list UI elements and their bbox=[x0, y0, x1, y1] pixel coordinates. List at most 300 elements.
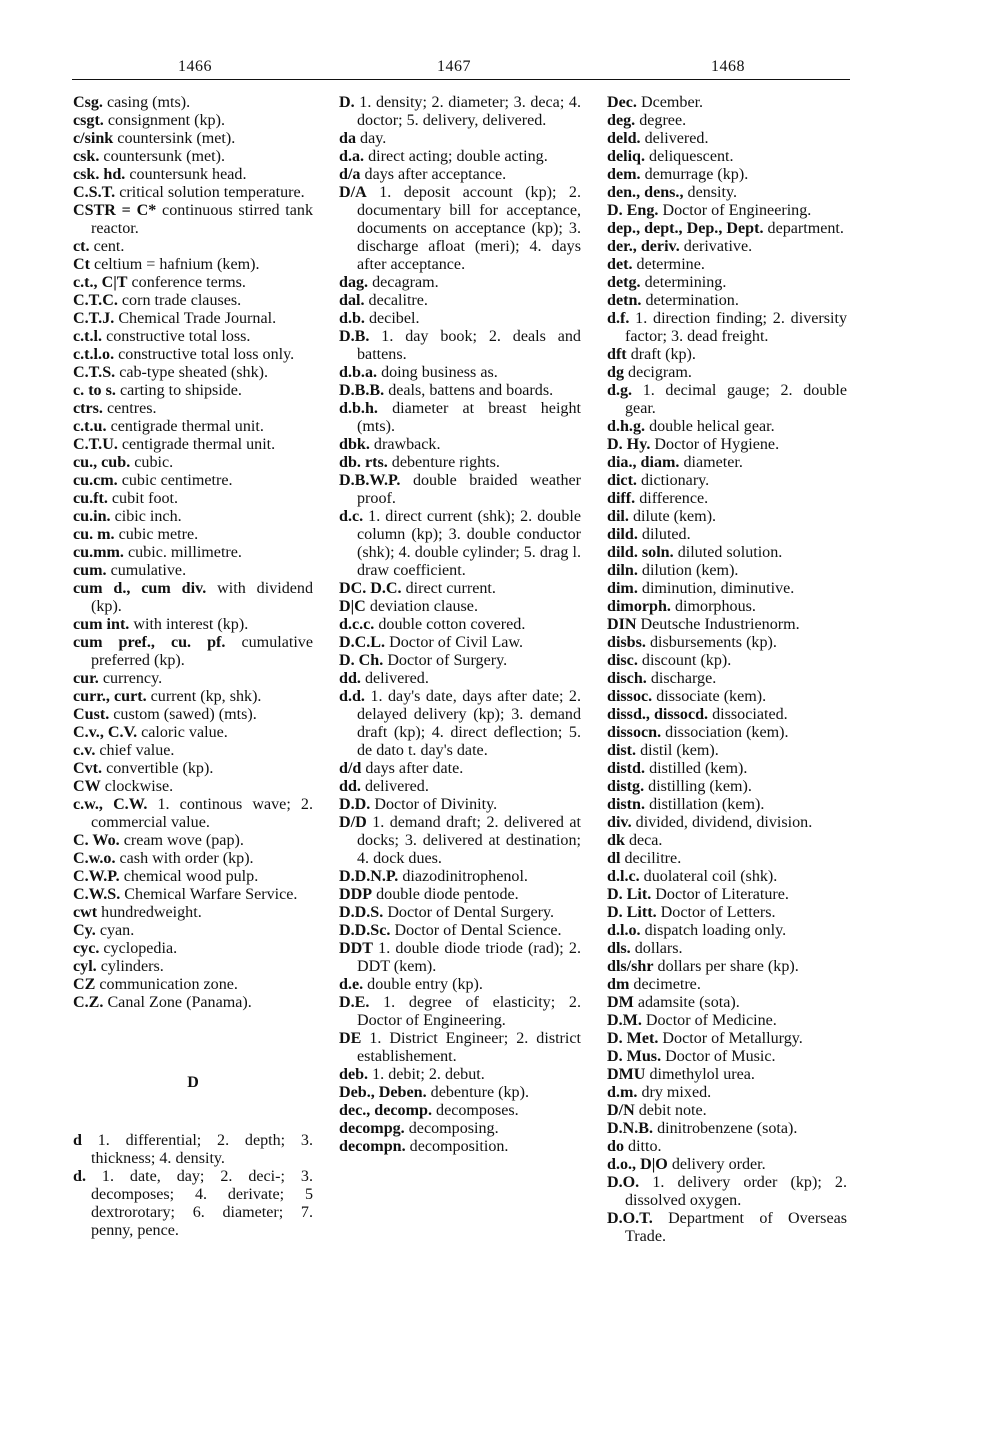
entry-definition: deca. bbox=[628, 832, 663, 849]
dictionary-entry bbox=[73, 454, 313, 472]
entry-definition: discharge. bbox=[650, 670, 717, 687]
dictionary-column-middle bbox=[339, 94, 581, 1156]
entry-definition: constructive total loss. bbox=[106, 328, 251, 345]
entry-definition: decibel. bbox=[368, 310, 420, 327]
dictionary-entry bbox=[607, 508, 847, 526]
entry-headword: c. to s. bbox=[73, 382, 116, 399]
entry-headword: dec., decomp. bbox=[339, 1102, 432, 1119]
entry-definition: 1. direct current (shk); 2. double column (kp); 3. double conductor (shk); 4. double cylinder; 5. drag l. draw coefficient. bbox=[357, 508, 581, 579]
dictionary-entry bbox=[339, 382, 581, 400]
dictionary-entry bbox=[73, 994, 313, 1012]
entry-definition: divided, dividend, division. bbox=[635, 814, 813, 831]
entry-headword: D|C bbox=[339, 598, 366, 615]
entry-headword: csgt. bbox=[73, 112, 104, 129]
entry-headword: dg bbox=[607, 364, 624, 381]
entry-definition: deals, battens and boards. bbox=[388, 382, 554, 399]
entry-definition: demurrage (kp). bbox=[644, 166, 749, 183]
dictionary-entry bbox=[607, 760, 847, 778]
dictionary-entry bbox=[73, 868, 313, 886]
dictionary-entry bbox=[607, 778, 847, 796]
dictionary-entry bbox=[607, 130, 847, 148]
entry-definition: dispatch loading only. bbox=[644, 922, 787, 939]
dictionary-entry bbox=[73, 418, 313, 436]
dictionary-entry bbox=[607, 184, 847, 202]
dictionary-entry bbox=[339, 310, 581, 328]
entry-definition: determining. bbox=[644, 274, 727, 291]
entry-definition: ditto. bbox=[628, 1138, 662, 1155]
dictionary-entry bbox=[607, 148, 847, 166]
entry-definition: diameter at breast height (mts). bbox=[357, 400, 581, 435]
entry-definition: department. bbox=[767, 220, 844, 237]
dictionary-entry bbox=[607, 832, 847, 850]
entry-definition: Doctor of Divinity. bbox=[374, 796, 498, 813]
entry-headword: D.M. bbox=[607, 1012, 642, 1029]
dictionary-entry bbox=[73, 94, 313, 112]
entry-definition: countersunk (met). bbox=[103, 148, 225, 165]
entry-definition: cubic. millimetre. bbox=[127, 544, 242, 561]
dictionary-entry bbox=[607, 940, 847, 958]
entry-definition: deliquescent. bbox=[649, 148, 734, 165]
dictionary-entry bbox=[607, 112, 847, 130]
entry-headword: D/D bbox=[339, 814, 367, 831]
entry-definition: cumulative. bbox=[110, 562, 187, 579]
entry-headword: dbk. bbox=[339, 436, 370, 453]
entry-definition: 1. differential; 2. depth; 3. thickness; 4. density. bbox=[91, 1132, 313, 1167]
dictionary-entry bbox=[339, 292, 581, 310]
dictionary-entry bbox=[607, 994, 847, 1012]
dictionary-entry bbox=[339, 670, 581, 688]
entry-headword: DC. D.C. bbox=[339, 580, 402, 597]
entry-definition: dollars per share (kp). bbox=[657, 958, 799, 975]
entry-definition: dinitrobenzene (sota). bbox=[657, 1120, 798, 1137]
entry-definition: double cotton covered. bbox=[378, 616, 526, 633]
dictionary-entry bbox=[607, 1174, 847, 1210]
entry-headword: cu.ft. bbox=[73, 490, 108, 507]
entry-headword: cwt bbox=[73, 904, 98, 921]
entry-definition: cubit foot. bbox=[111, 490, 179, 507]
entry-headword: diln. bbox=[607, 562, 638, 579]
entry-headword: dk bbox=[607, 832, 625, 849]
dictionary-entry bbox=[607, 220, 847, 238]
entry-headword: den., dens., bbox=[607, 184, 684, 201]
entry-definition: Doctor of Hygiene. bbox=[654, 436, 780, 453]
entry-definition: cyclopedia. bbox=[103, 940, 178, 957]
dictionary-entry bbox=[339, 400, 581, 436]
entry-headword: Csg. bbox=[73, 94, 103, 111]
entry-definition: dimethylol urea. bbox=[649, 1066, 755, 1083]
entry-headword: C.W.S. bbox=[73, 886, 121, 903]
entry-headword: D.D.S. bbox=[339, 904, 384, 921]
entry-definition: cubic metre. bbox=[118, 526, 199, 543]
dictionary-entry bbox=[607, 1156, 847, 1174]
entry-definition: days after acceptance. bbox=[364, 166, 507, 183]
entry-definition: 1. District Engineer; 2. district establishement. bbox=[357, 1030, 581, 1065]
entry-definition: cream wove (pap). bbox=[123, 832, 244, 849]
dictionary-entry bbox=[73, 256, 313, 274]
entry-definition: currency. bbox=[102, 670, 163, 687]
entry-definition: with interest (kp). bbox=[133, 616, 249, 633]
entry-headword: DMU bbox=[607, 1066, 646, 1083]
entry-headword: D.B.B. bbox=[339, 382, 385, 399]
entry-headword: dissocn. bbox=[607, 724, 662, 741]
entry-definition: day. bbox=[360, 130, 387, 147]
entry-headword: disch. bbox=[607, 670, 647, 687]
dictionary-entry bbox=[607, 1102, 847, 1120]
dictionary-entry bbox=[73, 238, 313, 256]
dictionary-entry bbox=[607, 310, 847, 346]
entry-definition: draft (kp). bbox=[630, 346, 696, 363]
entry-headword: D. Lit. bbox=[607, 886, 652, 903]
entry-headword: Deb., Deben. bbox=[339, 1084, 427, 1101]
dictionary-entry bbox=[607, 472, 847, 490]
dictionary-entry bbox=[607, 364, 847, 382]
entry-definition: deviation clause. bbox=[369, 598, 478, 615]
entry-definition: corn trade clauses. bbox=[121, 292, 242, 309]
dictionary-entry bbox=[73, 688, 313, 706]
dictionary-entry bbox=[607, 256, 847, 274]
dictionary-entry bbox=[73, 490, 313, 508]
entry-headword: ct. bbox=[73, 238, 90, 255]
section-spacer bbox=[73, 1012, 313, 1074]
entry-headword: D. Hy. bbox=[607, 436, 651, 453]
dictionary-entry bbox=[607, 382, 847, 418]
page-number-left: 1466 bbox=[178, 58, 212, 75]
entry-headword: cyl. bbox=[73, 958, 97, 975]
entry-headword: detn. bbox=[607, 292, 642, 309]
entry-headword: cu.mm. bbox=[73, 544, 124, 561]
dictionary-entry bbox=[339, 274, 581, 292]
entry-definition: double diode pentode. bbox=[376, 886, 519, 903]
entry-headword: C.S.T. bbox=[73, 184, 116, 201]
dictionary-entry bbox=[607, 1120, 847, 1138]
dictionary-entry bbox=[73, 436, 313, 454]
entry-headword: d.m. bbox=[607, 1084, 638, 1101]
entry-definition: discount (kp). bbox=[641, 652, 732, 669]
entry-definition: derivative. bbox=[683, 238, 753, 255]
entry-definition: 1. direction finding; 2. diversity factor; 3. dead freight. bbox=[625, 310, 848, 345]
entry-definition: centres. bbox=[106, 400, 157, 417]
entry-definition: cent. bbox=[93, 238, 125, 255]
entry-headword: distd. bbox=[607, 760, 646, 777]
entry-definition: dictionary. bbox=[640, 472, 710, 489]
entry-definition: Doctor of Literature. bbox=[655, 886, 789, 903]
entry-definition: dry mixed. bbox=[641, 1084, 712, 1101]
dictionary-entry bbox=[339, 184, 581, 274]
entry-headword: cum d., cum div. bbox=[73, 580, 207, 597]
dictionary-entry bbox=[607, 868, 847, 886]
dictionary-entry bbox=[339, 166, 581, 184]
dictionary-entry bbox=[607, 598, 847, 616]
entry-definition: conference terms. bbox=[131, 274, 246, 291]
dictionary-entry bbox=[339, 976, 581, 994]
entry-definition: disbursements (kp). bbox=[649, 634, 777, 651]
entry-definition: days after date. bbox=[365, 760, 464, 777]
entry-headword: dm bbox=[607, 976, 630, 993]
dictionary-entry bbox=[339, 778, 581, 796]
dictionary-entry bbox=[339, 652, 581, 670]
dictionary-entry bbox=[339, 328, 581, 364]
dictionary-entry bbox=[607, 814, 847, 832]
dictionary-entry bbox=[73, 382, 313, 400]
entry-headword: d.h.g. bbox=[607, 418, 646, 435]
entry-definition: cibic inch. bbox=[114, 508, 182, 525]
entry-headword: d.f. bbox=[607, 310, 630, 327]
entry-headword: cu.in. bbox=[73, 508, 111, 525]
entry-definition: with dividend (kp). bbox=[91, 580, 313, 615]
entry-headword: d.c.c. bbox=[339, 616, 375, 633]
entry-definition: double entry (kp). bbox=[367, 976, 483, 993]
dictionary-entry bbox=[339, 940, 581, 976]
section-spacer bbox=[73, 1092, 313, 1132]
entry-headword: D. Mus. bbox=[607, 1048, 662, 1065]
entry-headword: dimorph. bbox=[607, 598, 671, 615]
dictionary-entry bbox=[607, 976, 847, 994]
dictionary-entry bbox=[73, 850, 313, 868]
entry-headword: deld. bbox=[607, 130, 641, 147]
dictionary-entry bbox=[339, 868, 581, 886]
entry-headword: decompg. bbox=[339, 1120, 405, 1137]
dictionary-entry bbox=[73, 508, 313, 526]
entry-headword: d.l.o. bbox=[607, 922, 641, 939]
entry-headword: Ct bbox=[73, 256, 90, 273]
entry-headword: D.B.W.P. bbox=[339, 472, 401, 489]
entry-definition: 1. day's date, days after date; 2. delayed delivery (kp); 3. demand draft (kp); 4. direct deflection; 5. de dato t. day's date. bbox=[357, 688, 582, 759]
dictionary-entry bbox=[73, 562, 313, 580]
entry-definition: determine. bbox=[636, 256, 705, 273]
entry-definition: decagram. bbox=[372, 274, 439, 291]
entry-definition: drawback. bbox=[373, 436, 441, 453]
entry-definition: Dcember. bbox=[640, 94, 704, 111]
entry-definition: Doctor of Engineering. bbox=[662, 202, 812, 219]
entry-definition: countersink (met). bbox=[117, 130, 236, 147]
dictionary-entry bbox=[73, 346, 313, 364]
dictionary-entry bbox=[339, 1030, 581, 1066]
dictionary-entry bbox=[73, 364, 313, 382]
dictionary-entry bbox=[339, 1120, 581, 1138]
entry-headword: da bbox=[339, 130, 356, 147]
dictionary-entry bbox=[73, 940, 313, 958]
header-rule bbox=[72, 79, 850, 80]
entry-definition: Doctor of Civil Law. bbox=[389, 634, 524, 651]
entry-headword: d/d bbox=[339, 760, 362, 777]
entry-headword: C.T.U. bbox=[73, 436, 118, 453]
dictionary-entry bbox=[339, 472, 581, 508]
entry-headword: d.c. bbox=[339, 508, 364, 525]
dictionary-entry bbox=[73, 886, 313, 904]
entry-definition: diluted solution. bbox=[677, 544, 783, 561]
entry-definition: 1. continous wave; 2. commercial value. bbox=[91, 796, 313, 831]
entry-headword: D. Litt. bbox=[607, 904, 657, 921]
entry-headword: csk. bbox=[73, 148, 100, 165]
entry-definition: 1. date, day; 2. deci-; 3. decomposes; 4. derivate; 5 dextrorotary; 6. diameter; 7. penny, pence. bbox=[91, 1168, 313, 1239]
dictionary-entry bbox=[607, 706, 847, 724]
entry-headword: C.T.C. bbox=[73, 292, 118, 309]
entry-definition: delivered. bbox=[644, 130, 709, 147]
dictionary-entry bbox=[607, 202, 847, 220]
entry-definition: decomposing. bbox=[408, 1120, 499, 1137]
entry-headword: C.T.S. bbox=[73, 364, 116, 381]
entry-headword: dia., diam. bbox=[607, 454, 680, 471]
entry-headword: cu. m. bbox=[73, 526, 115, 543]
entry-headword: csk. hd. bbox=[73, 166, 126, 183]
dictionary-entry bbox=[339, 796, 581, 814]
entry-definition: cylinders. bbox=[100, 958, 164, 975]
dictionary-entry bbox=[339, 436, 581, 454]
entry-definition: continuous stirred tank reactor. bbox=[91, 202, 314, 237]
dictionary-entry bbox=[607, 418, 847, 436]
page-number-right: 1468 bbox=[711, 58, 745, 75]
entry-headword: diff. bbox=[607, 490, 636, 507]
entry-headword: deb. bbox=[339, 1066, 369, 1083]
dictionary-entry bbox=[73, 760, 313, 778]
entry-definition: hundredweight. bbox=[101, 904, 202, 921]
entry-definition: custom (sawed) (mts). bbox=[113, 706, 257, 723]
entry-definition: Doctor of Letters. bbox=[660, 904, 776, 921]
entry-headword: C.v., C.V. bbox=[73, 724, 138, 741]
entry-definition: clockwise. bbox=[104, 778, 174, 795]
entry-headword: db. rts. bbox=[339, 454, 388, 471]
entry-definition: countersunk head. bbox=[129, 166, 247, 183]
entry-headword: dil. bbox=[607, 508, 629, 525]
entry-definition: double helical gear. bbox=[649, 418, 775, 435]
entry-headword: D/N bbox=[607, 1102, 635, 1119]
dictionary-entry bbox=[73, 904, 313, 922]
dictionary-entry bbox=[607, 634, 847, 652]
entry-headword: div. bbox=[607, 814, 632, 831]
dictionary-entry bbox=[73, 130, 313, 148]
entry-headword: dal. bbox=[339, 292, 365, 309]
dictionary-entry bbox=[73, 292, 313, 310]
dictionary-entry bbox=[607, 1138, 847, 1156]
dictionary-entry bbox=[607, 850, 847, 868]
entry-definition: current (kp, shk). bbox=[150, 688, 262, 705]
entry-headword: c.t.l.o. bbox=[73, 346, 115, 363]
entry-definition: Doctor of Surgery. bbox=[387, 652, 508, 669]
entry-definition: chemical wood pulp. bbox=[123, 868, 259, 885]
entry-headword: D.N.B. bbox=[607, 1120, 654, 1137]
entry-headword: dissd., dissocd. bbox=[607, 706, 709, 723]
entry-headword: d.a. bbox=[339, 148, 365, 165]
dictionary-entry bbox=[607, 292, 847, 310]
dictionary-entry bbox=[607, 454, 847, 472]
entry-definition: 1. deposit account (kp); 2. documentary bill for acceptance, documents on acceptance (kp); 3. discharge afloat (meri); 4. days after acceptance. bbox=[357, 184, 581, 273]
dictionary-entry bbox=[607, 274, 847, 292]
entry-definition: carting to shipside. bbox=[119, 382, 242, 399]
entry-definition: Deutsche Industrienorm. bbox=[640, 616, 800, 633]
entry-headword: decompn. bbox=[339, 1138, 406, 1155]
entry-headword: C.w.o. bbox=[73, 850, 116, 867]
entry-definition: direct current. bbox=[405, 580, 496, 597]
entry-definition: decomposes. bbox=[436, 1102, 519, 1119]
entry-definition: decilitre. bbox=[624, 850, 682, 867]
dictionary-entry bbox=[339, 598, 581, 616]
page-number-middle: 1467 bbox=[437, 58, 471, 75]
entry-headword: dls. bbox=[607, 940, 631, 957]
entry-definition: Doctor of Dental Science. bbox=[394, 922, 562, 939]
entry-definition: 1. decimal gauge; 2. double gear. bbox=[625, 382, 847, 417]
entry-definition: dimorphous. bbox=[674, 598, 756, 615]
entry-headword: CW bbox=[73, 778, 101, 795]
entry-definition: cubic. bbox=[134, 454, 174, 471]
dictionary-entry bbox=[607, 796, 847, 814]
entry-headword: DDP bbox=[339, 886, 373, 903]
dictionary-entry bbox=[73, 670, 313, 688]
entry-headword: DE bbox=[339, 1030, 362, 1047]
entry-headword: deliq. bbox=[607, 148, 646, 165]
entry-headword: d.g. bbox=[607, 382, 633, 399]
entry-headword: dag. bbox=[339, 274, 369, 291]
dictionary-entry bbox=[73, 166, 313, 184]
entry-headword: disbs. bbox=[607, 634, 646, 651]
entry-definition: double braided weather proof. bbox=[357, 472, 581, 507]
entry-headword: dict. bbox=[607, 472, 637, 489]
entry-headword: D. Ch. bbox=[339, 652, 384, 669]
entry-headword: D.E. bbox=[339, 994, 370, 1011]
entry-headword: distg. bbox=[607, 778, 645, 795]
dictionary-entry bbox=[339, 616, 581, 634]
dictionary-entry bbox=[607, 922, 847, 940]
dictionary-entry bbox=[339, 580, 581, 598]
dictionary-entry bbox=[339, 994, 581, 1030]
entry-definition: dilute (kem). bbox=[632, 508, 717, 525]
entry-definition: chief value. bbox=[99, 742, 175, 759]
entry-headword: dl bbox=[607, 850, 621, 867]
entry-definition: consignment (kp). bbox=[107, 112, 225, 129]
entry-definition: 1. delivery order (kp); 2. dissolved oxygen. bbox=[625, 1174, 847, 1209]
entry-definition: casing (mts). bbox=[107, 94, 191, 111]
dictionary-entry bbox=[607, 94, 847, 112]
dictionary-entry bbox=[339, 814, 581, 868]
dictionary-entry bbox=[607, 436, 847, 454]
entry-definition: direct acting; double acting. bbox=[368, 148, 548, 165]
entry-definition: 1. density; 2. diameter; 3. deca; 4. doctor; 5. delivery, delivered. bbox=[357, 94, 581, 129]
dictionary-entry bbox=[339, 508, 581, 580]
entry-definition: decalitre. bbox=[368, 292, 428, 309]
dictionary-column-left bbox=[73, 94, 313, 1240]
dictionary-entry bbox=[607, 1210, 847, 1246]
entry-headword: d.b.a. bbox=[339, 364, 378, 381]
dictionary-entry bbox=[73, 616, 313, 634]
entry-definition: 1. double diode triode (rad); 2. DDT (kem). bbox=[357, 940, 581, 975]
dictionary-entry bbox=[339, 904, 581, 922]
entry-definition: debit note. bbox=[638, 1102, 707, 1119]
entry-headword: Cy. bbox=[73, 922, 96, 939]
entry-headword: cum pref., cu. pf. bbox=[73, 634, 226, 651]
entry-headword: d.b. bbox=[339, 310, 365, 327]
entry-headword: D. Met. bbox=[607, 1030, 659, 1047]
entry-definition: decigram. bbox=[628, 364, 692, 381]
entry-definition: Chemical Warfare Service. bbox=[124, 886, 298, 903]
entry-headword: DIN bbox=[607, 616, 637, 633]
entry-headword: DDT bbox=[339, 940, 373, 957]
entry-definition: Chemical Trade Journal. bbox=[118, 310, 277, 327]
entry-definition: debenture (kp). bbox=[430, 1084, 529, 1101]
entry-headword: dist. bbox=[607, 742, 637, 759]
entry-definition: Doctor of Medicine. bbox=[645, 1012, 777, 1029]
dictionary-entry bbox=[73, 958, 313, 976]
dictionary-entry bbox=[607, 688, 847, 706]
section-heading: D bbox=[187, 1074, 199, 1091]
entry-headword: c/sink bbox=[73, 130, 114, 147]
entry-headword: C.Z. bbox=[73, 994, 104, 1011]
entry-headword: det. bbox=[607, 256, 633, 273]
entry-headword: C. Wo. bbox=[73, 832, 120, 849]
dictionary-entry bbox=[73, 112, 313, 130]
dictionary-entry bbox=[73, 832, 313, 850]
entry-definition: Doctor of Metallurgy. bbox=[662, 1030, 803, 1047]
entry-headword: D/A bbox=[339, 184, 367, 201]
entry-headword: D.O. bbox=[607, 1174, 640, 1191]
